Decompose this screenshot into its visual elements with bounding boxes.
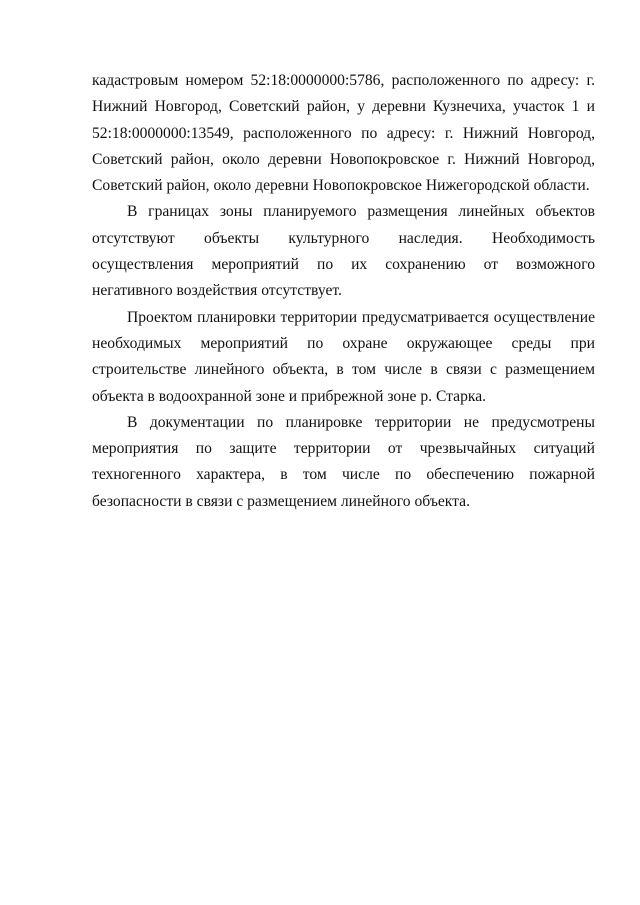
paragraph-environmental-protection: Проектом планировки территории предусматривается осуществление необходимых мероприятий по охране окружающее среды при строительстве линейного объекта, в том числе в связи с размещением объекта в водоохранной зоне и прибрежной зоне р. Старка. [92, 308, 595, 405]
paragraph-emergency-measures: В документации по планировке территории не предусмотрены мероприятия по защите территории от чрезвычайных ситуаций техногенного характера, в том числе по обеспечению пожарной безопасности в связи с размещением линейного объекта. [92, 413, 595, 510]
paragraph-cadastral-addresses: кадастровым номером 52:18:0000000:5786, расположенного по адресу: г. Нижний Новгород, Советский район, у деревни Кузнечиха, участок 1 и 52:18:0000000:13549, расположенного по адресу: г. Нижний Новгород, Советский район, около деревни Новопокровское г. Нижний Новгород, Советский район, около деревни Новопокровское Нижегородской области. [92, 72, 595, 195]
paragraph-cultural-heritage: В границах зоны планируемого размещения линейных объектов отсутствуют объекты культурного наследия. Необходимость осуществления мероприятий по их сохранению от возможного негативного воздействия отсутствует. [92, 203, 595, 300]
document-body [92, 68, 595, 515]
